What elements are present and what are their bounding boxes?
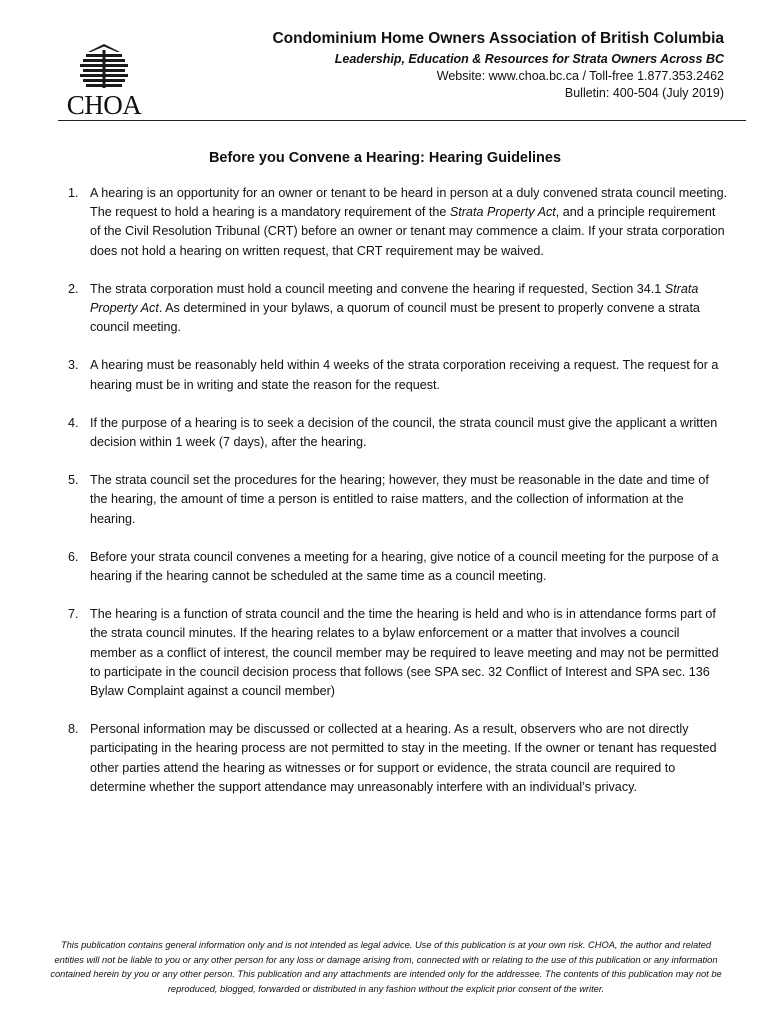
guideline-item (68, 548, 728, 586)
act-citation: Strata Property Act (90, 281, 699, 316)
item-text-segment: The hearing is a function of strata council and the time the hearing is held and who is in attendance forms part of the strata council minutes. If the hearing relates to a bylaw enforcement or a matter that involves a council member as a conflict of interest, the council member may be required to leave meeting and may not be permitted to participate in the council decision process that follows (see SPA sec. 32 Conflict of Interest and SPA sec. 136 Bylaw Complaint against a council member) (90, 607, 719, 699)
choa-logo (58, 44, 150, 118)
header-divider (58, 120, 746, 121)
item-text-segment: Before your strata council convenes a meeting for a hearing, give notice of a council meeting for the purpose of a hearing if the hearing cannot be scheduled at the same time as a council meeting. (90, 549, 719, 584)
disclaimer: This publication contains general information only and is not intended as legal advice. Use of this publication is at your own risk. CHOA, the author and related entities will not be liable to you or any other person for any loss or damage arising from, connected with or relating to the use of this publication or any information contained herein by you or any other person. This publication and any attachments are intended only for the addressee. The contents of this publication may not be reproduced, blogged, forwarded or distributed in any fashion without the explicit prior consent of the writer. (50, 940, 722, 994)
item-text (90, 414, 728, 452)
item-text-segment: If the purpose of a hearing is to seek a decision of the council, the strata council must give the applicant a written decision within 1 week (7 days), after the hearing. (90, 415, 718, 450)
guideline-item (68, 414, 728, 452)
guideline-item (68, 720, 728, 797)
item-text (90, 605, 728, 701)
item-number: 4. (68, 415, 79, 430)
item-number: 3. (68, 358, 79, 373)
contact-info: Website: www.choa.bc.ca / Toll-free 1.877.353.2462 (436, 69, 724, 83)
letterhead (272, 30, 724, 103)
guidelines-list (68, 184, 728, 797)
item-number: 2. (68, 281, 79, 296)
item-text (90, 471, 728, 529)
item-number: 5. (68, 473, 79, 488)
item-text-segment: A hearing must be reasonably held within 4 weeks of the strata corporation receiving a request. The request for a hearing must be in writing and state the reason for the request. (90, 358, 719, 392)
organization-name: Condominium Home Owners Association of British Columbia (272, 30, 724, 47)
item-number: 1. (68, 186, 79, 200)
item-text-segment: Personal information may be discussed or collected at a hearing. As a result, observers who are not directly participating in the hearing process are not permitted to stay in the meeting. If the owner or tenant has requested other parties attend the hearing as witnesses or for support or evidence, the strata council are required to determine whether the support attendance may unreasonably interfere with an individual’s privacy. (90, 722, 717, 794)
guideline-item (68, 280, 728, 338)
item-number: 6. (68, 549, 79, 564)
item-text-segment: The strata council set the procedures for the hearing; however, they must be reasonable in the date and time of the hearing, the amount of time a person is entitled to raise matters, and the collection of information at the hearing. (90, 473, 709, 526)
bulletin-number: Bulletin: 400-504 (July 2019) (564, 86, 724, 100)
guideline-item (68, 184, 728, 261)
building-icon (58, 44, 150, 90)
guideline-item (68, 356, 728, 394)
item-text (90, 280, 728, 338)
item-text (90, 548, 728, 586)
act-citation: Strata Property Act (449, 205, 556, 220)
item-text-segment: . As determined in your bylaws, a quorum of council must be present to properly convene a strata council meeting. (90, 301, 700, 335)
guideline-item (68, 471, 728, 529)
item-number: 8. (68, 722, 79, 737)
item-text (90, 356, 728, 394)
tagline: Leadership, Education & Resources for Strata Owners Across BC (334, 52, 724, 66)
item-text-segment: A hearing is an opportunity for an owner or tenant to be heard in person at a duly convened strata council meeting. The request to hold a hearing is a mandatory requirement of the (90, 186, 728, 220)
item-text (90, 720, 728, 797)
guideline-item (68, 605, 728, 701)
item-number: 7. (68, 607, 79, 622)
logo-wordmark: CHOA (66, 90, 142, 120)
item-text-segment: The strata corporation must hold a council meeting and convene the hearing if requested, Section 34.1 (90, 281, 665, 296)
document-title: Before you Convene a Hearing: Hearing Guidelines (208, 150, 562, 166)
item-text (90, 184, 728, 261)
item-text-segment: , and a principle requirement of the Civil Resolution Tribunal (CRT) before an owner or tenant may commence a claim. If your strata corporation does not hold a hearing on written request, that CRT requirement may be waived. (90, 205, 725, 258)
